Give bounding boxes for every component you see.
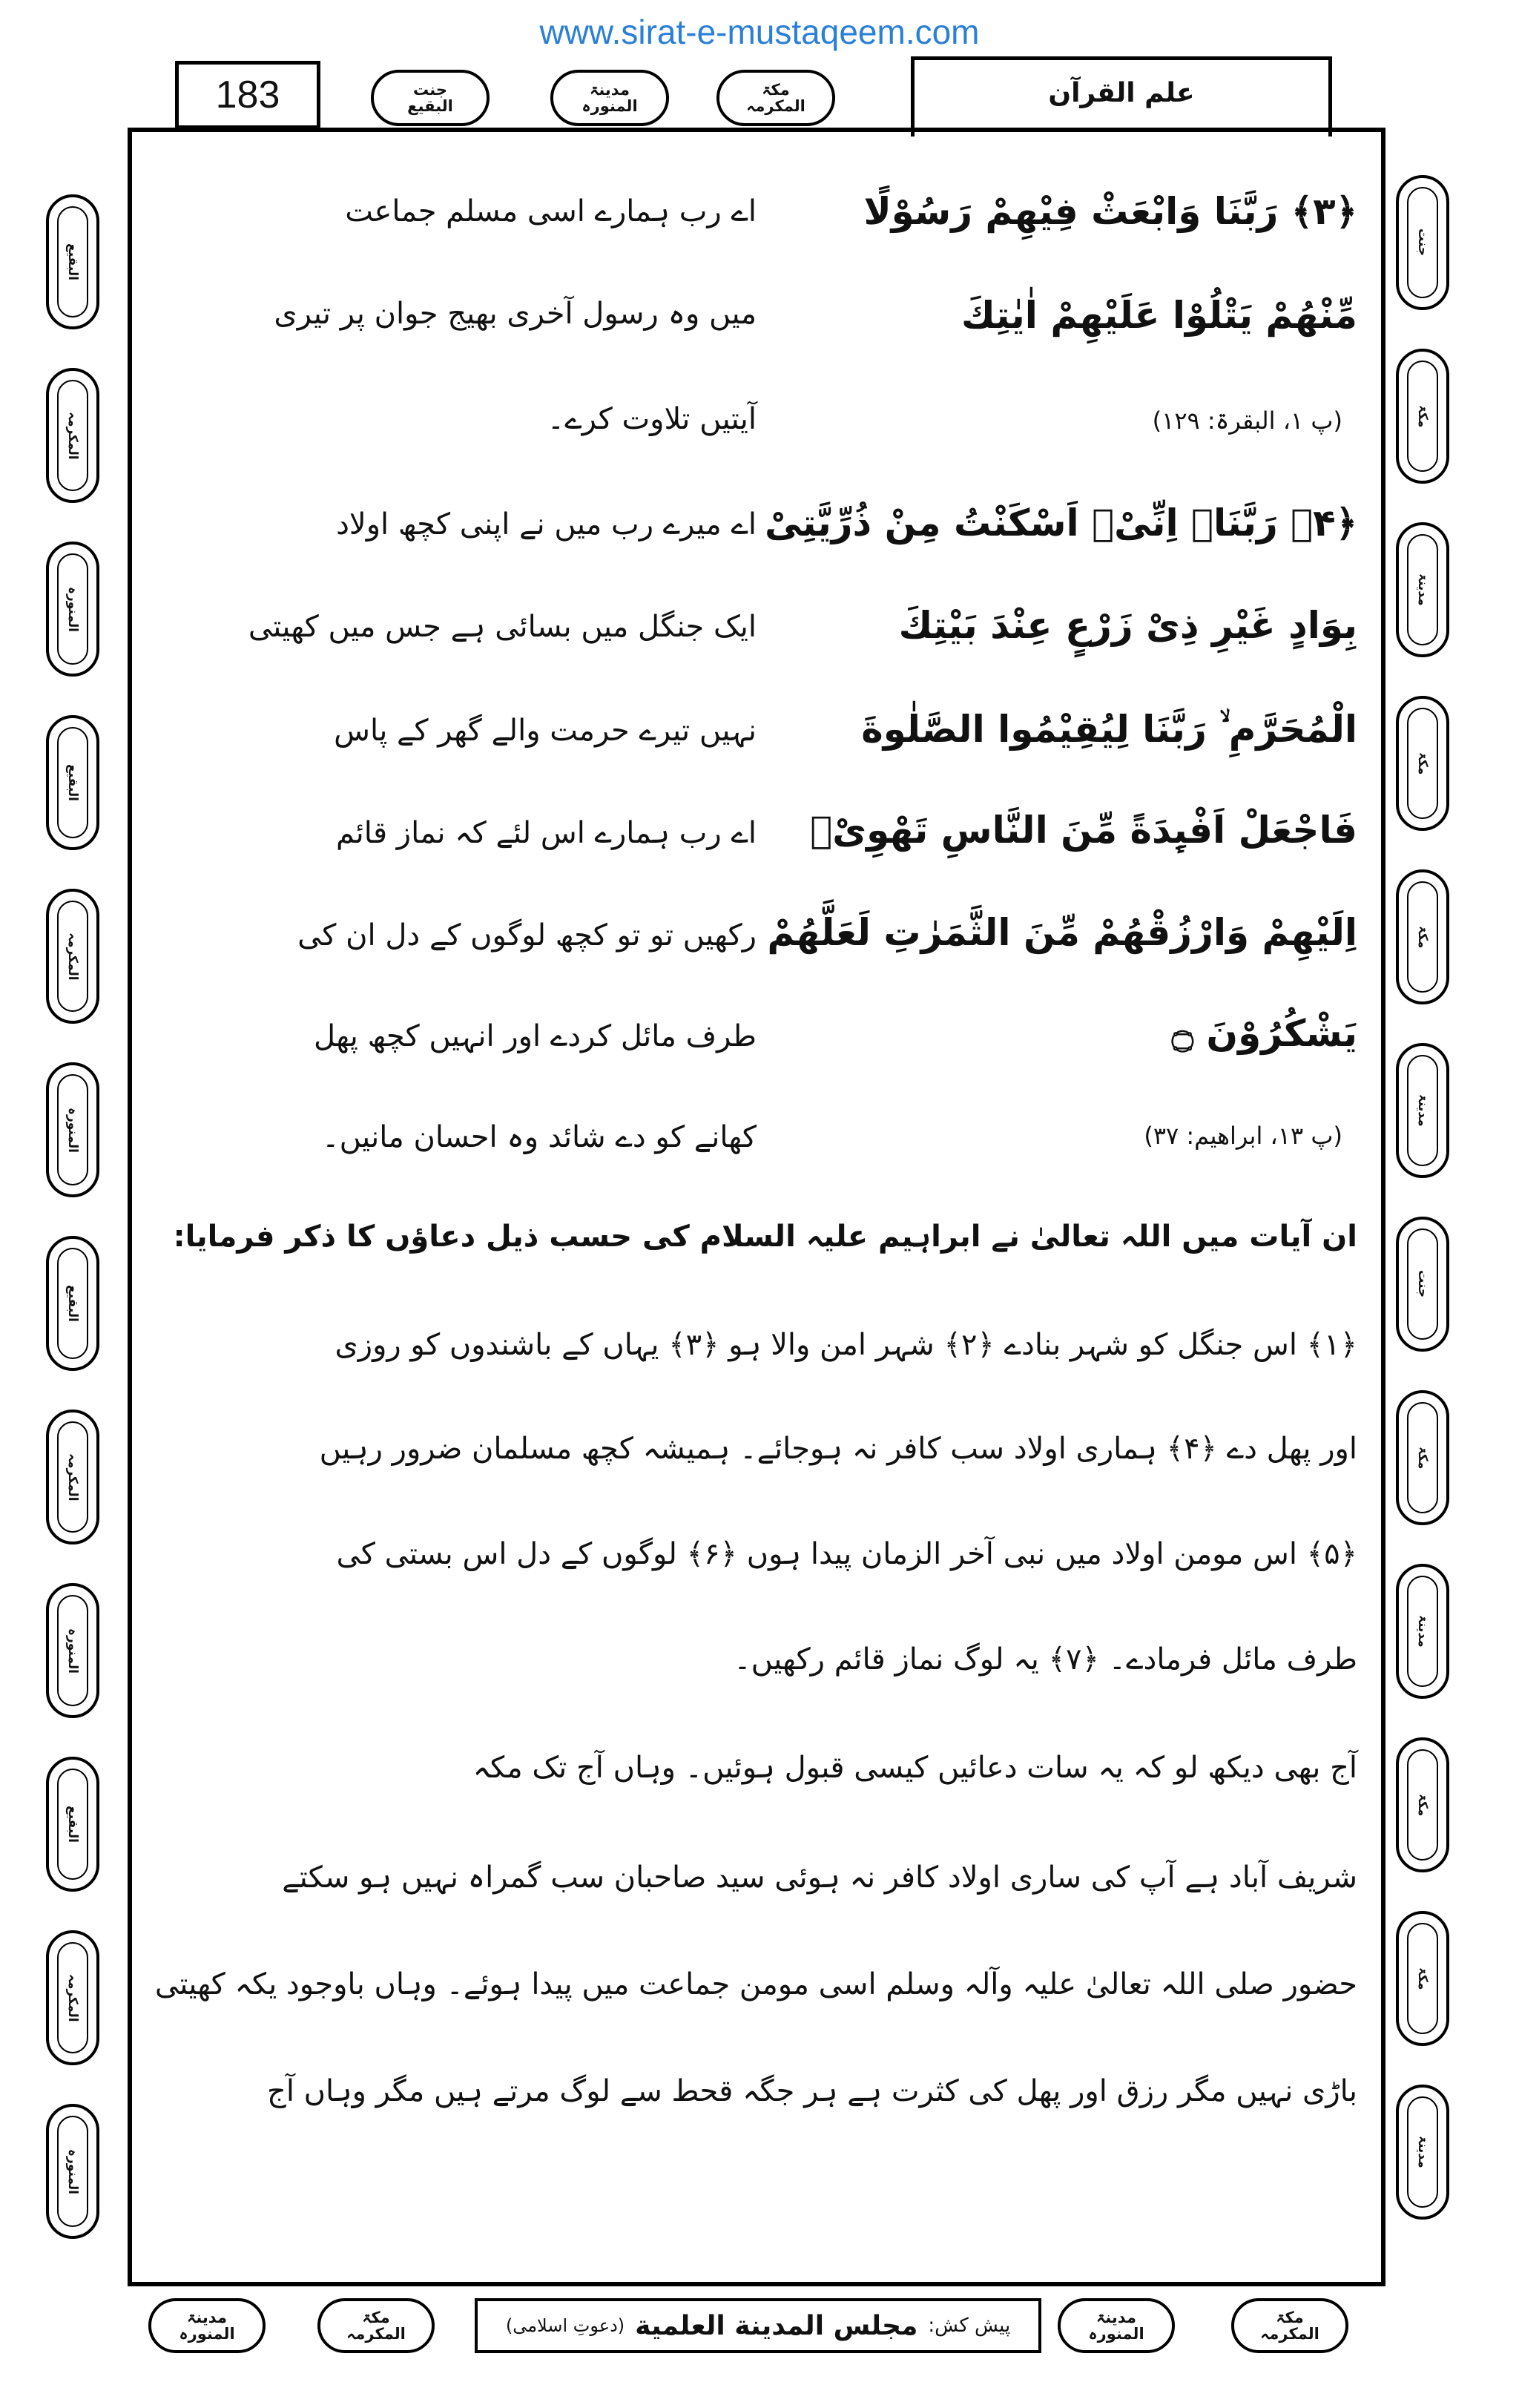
verse-translation-line: آیتیں تلاوت کرے۔ xyxy=(547,402,757,436)
left-ornament xyxy=(46,368,99,503)
badge-line: المنورہ xyxy=(179,2325,235,2343)
body-line: آج بھی دیکھ لو کہ یہ سات دعائیں کیسی قبول ہوئیں۔ وہاں آج تک مکہ xyxy=(472,1751,1357,1785)
ornament-text: البقیع xyxy=(65,1806,80,1843)
ornament-text: مکۃ xyxy=(1415,1967,1430,1990)
verse-translation-line: رکھیں تو تو کچھ لوگوں کے دل ان کی xyxy=(297,918,757,953)
verse-translation-line: اے میرے رب میں نے اپنی کچھ اولاد xyxy=(336,507,757,542)
verse-arabic-line: فَاجْعَلْ اَفْىِٕدَةً مِّنَ النَّاسِ تَهْوِیْۤ xyxy=(810,809,1357,852)
verse-arabic-line: ﴿۳﴾ رَبَّنَا وَابْعَثْ فِیْهِمْ رَسُوْلًا xyxy=(863,190,1357,233)
ornament-text: البقیع xyxy=(65,764,80,801)
body-line: ﴿۱﴾ اس جنگل کو شہر بنادے ﴿۲﴾ شہر امن والا ہو ﴿۳﴾ یہاں کے باشندوں کو روزی xyxy=(335,1328,1357,1362)
ornament-text: مکۃ xyxy=(1415,1446,1430,1470)
badge-line: مدینۃ xyxy=(187,2308,227,2326)
book-title: علم القرآن xyxy=(911,56,1332,136)
verse-translation-line: اے رب ہمارے اسی مسلم جماعت xyxy=(345,194,757,228)
ornament-text: مکۃ xyxy=(1415,404,1430,428)
ornament-text: المکرمہ xyxy=(65,1973,80,2022)
left-ornament xyxy=(46,715,99,850)
badge-line: المکرمہ xyxy=(346,2325,406,2343)
right-ornament xyxy=(1396,1911,1449,2046)
right-ornament xyxy=(1396,869,1449,1004)
left-ornament xyxy=(46,889,99,1024)
page-frame xyxy=(128,128,1385,2286)
ornament-text: جنت xyxy=(1415,1270,1430,1298)
body-line: حضور صلی اللہ تعالیٰ علیہ وآلہ وسلم اسی مومن جماعت میں پیدا ہوئے۔ وہاں باوجود یکہ کھیتی xyxy=(154,1967,1357,2001)
badge-line: جنت xyxy=(413,80,447,99)
left-ornament xyxy=(46,194,99,329)
right-ornament xyxy=(1396,1737,1449,1872)
verse-translation-line: طرف مائل کردے اور انہیں کچھ پھل xyxy=(313,1019,757,1053)
ornament-text: مکۃ xyxy=(1415,1793,1430,1817)
verse-translation-line: نہیں تیرے حرمت والے گھر کے پاس xyxy=(334,714,757,748)
badge-line: مدینۃ xyxy=(1096,2308,1136,2326)
right-ornament xyxy=(1396,1217,1449,1352)
right-ornament xyxy=(1396,522,1449,657)
left-ornament xyxy=(46,1930,99,2065)
right-ornament xyxy=(1396,1390,1449,1525)
left-ornament xyxy=(46,2104,99,2239)
ornament-text: مدینۃ xyxy=(1415,573,1430,606)
ornament-text: مدینۃ xyxy=(1415,1094,1430,1127)
verse-translation-line: اے رب ہمارے اس لئے کہ نماز قائم xyxy=(336,816,757,850)
ornament-text: المنورہ xyxy=(65,1107,80,1153)
right-ornament xyxy=(1396,1564,1449,1699)
footer-badge-madina xyxy=(1058,2298,1175,2353)
verse-arabic-line: یَشْكُرُوْنَ ۝ xyxy=(1171,1012,1357,1055)
body-line: اور پھل دے ﴿۴﴾ ہماری اولاد سب کافر نہ ہوجائے۔ ہمیشہ کچھ مسلمان ضرور رہیں xyxy=(319,1432,1357,1466)
ornament-text: المکرمہ xyxy=(65,411,80,460)
ornament-text: المکرمہ xyxy=(65,932,80,981)
ornament-text: مدینۃ xyxy=(1415,1615,1430,1648)
badge-line: مدینۃ xyxy=(590,80,630,99)
presenter-label: پیش کش: xyxy=(928,2315,1011,2337)
verse-arabic-line: مِّنْهُمْ یَتْلُوْا عَلَیْهِمْ اٰیٰتِكَ xyxy=(961,294,1357,337)
verse-reference: (پ ۱۳، ابراھیم: ۳۷) xyxy=(1144,1122,1342,1150)
badge-line: المکرمہ xyxy=(1260,2325,1319,2343)
verse-arabic-line: اِلَیْهِمْ وَارْزُقْهُمْ مِّنَ الثَّمَرٰتِ لَعَلَّهُمْ xyxy=(767,911,1357,954)
body-line: شریف آباد ہے آپ کی ساری اولاد کافر نہ ہوئی سید صاحبان سب گمراہ نہیں ہو سکتے xyxy=(282,1861,1357,1895)
right-ornament xyxy=(1396,696,1449,831)
ornament-text: مکۃ xyxy=(1415,751,1430,775)
left-ornament xyxy=(46,1583,99,1718)
badge-line: مکۃ xyxy=(362,2308,390,2326)
badge-line: المنورہ xyxy=(581,97,638,115)
right-ornament xyxy=(1396,2085,1449,2220)
presenter-name: مجلس المدینة العلمیة xyxy=(635,2310,918,2341)
ornament-text: مدینۃ xyxy=(1415,2136,1430,2168)
body-line: باڑی نہیں مگر رزق اور پھل کی کثرت ہے ہر جگہ قحط سے لوگ مرتے ہیں مگر وہاں آج xyxy=(267,2074,1357,2108)
badge-line: البقیع xyxy=(407,97,453,115)
body-line: طرف مائل فرمادے۔ ﴿۷﴾ یہ لوگ نماز قائم رکھیں۔ xyxy=(734,1642,1357,1677)
presenter-sub: (دعوتِ اسلامی) xyxy=(505,2315,625,2336)
ornament-text: مکۃ xyxy=(1415,925,1430,949)
verse-translation-line: ایک جنگل میں بسائی ہے جس میں کھیتی xyxy=(248,610,757,644)
presenter-box xyxy=(475,2298,1041,2353)
footer-badge-makkah xyxy=(317,2298,435,2353)
ornament-text: المنورہ xyxy=(65,586,80,632)
header-badge-madina xyxy=(550,70,669,126)
right-ornament xyxy=(1396,175,1449,310)
verse-reference: (پ ۱، البقرۃ: ۱۲۹) xyxy=(1152,407,1342,435)
verse-arabic-line: ﴿۴﴾ رَبَّنَاۤ اِنِّیْۤ اَسْكَنْتُ مِنْ ذُرِّیَّتِیْ xyxy=(764,501,1357,545)
ornament-text: البقیع xyxy=(65,1285,80,1322)
left-ornament xyxy=(46,1062,99,1197)
badge-line: المنورہ xyxy=(1088,2325,1144,2343)
ornament-text: المنورہ xyxy=(65,2148,80,2194)
left-ornament xyxy=(46,1409,99,1545)
footer-badge-makkah xyxy=(1231,2298,1348,2353)
badge-line: مکۃ xyxy=(762,80,790,99)
body-line: ﴿۵﴾ اس مومن اولاد میں نبی آخر الزمان پیدا ہوں ﴿۶﴾ لوگوں کے دل اس بستی کی xyxy=(336,1537,1357,1571)
ornament-text: جنت xyxy=(1415,228,1430,257)
left-ornament xyxy=(46,1236,99,1371)
verse-arabic-line: بِوَادٍ غَیْرِ ذِیْ زَرْعٍ عِنْدَ بَیْتِكَ xyxy=(898,604,1357,647)
badge-line: المکرمہ xyxy=(746,97,805,115)
page-number: 183 xyxy=(175,61,320,129)
badge-line: مکۃ xyxy=(1276,2308,1304,2326)
website-url[interactable]: www.sirat-e-mustaqeem.com xyxy=(539,13,980,51)
verse-translation-line: کھانے کو دے شائد وہ احسان مانیں۔ xyxy=(322,1120,757,1154)
right-ornament xyxy=(1396,1043,1449,1178)
footer-badge-madina xyxy=(148,2298,266,2353)
ornament-text: المنورہ xyxy=(65,1628,80,1674)
left-ornament xyxy=(46,542,99,677)
right-ornament xyxy=(1396,349,1449,484)
verse-translation-line: میں وہ رسول آخری بھیج جوان پر تیری xyxy=(274,297,757,331)
body-line: ان آیات میں اللہ تعالیٰ نے ابراہیم علیہ السلام کی حسب ذیل دعاؤں کا ذکر فرمایا: xyxy=(173,1220,1357,1254)
ornament-text: المکرمہ xyxy=(65,1453,80,1501)
left-ornament xyxy=(46,1757,99,1892)
ornament-text: البقیع xyxy=(65,243,80,280)
header-badge-makkah xyxy=(716,70,835,126)
verse-arabic-line: الْمُحَرَّمِ ۙ رَبَّنَا لِیُقِیْمُوا الصَّلٰوةَ xyxy=(861,708,1357,751)
header-badge-jannat-ul-baqi xyxy=(371,70,490,126)
